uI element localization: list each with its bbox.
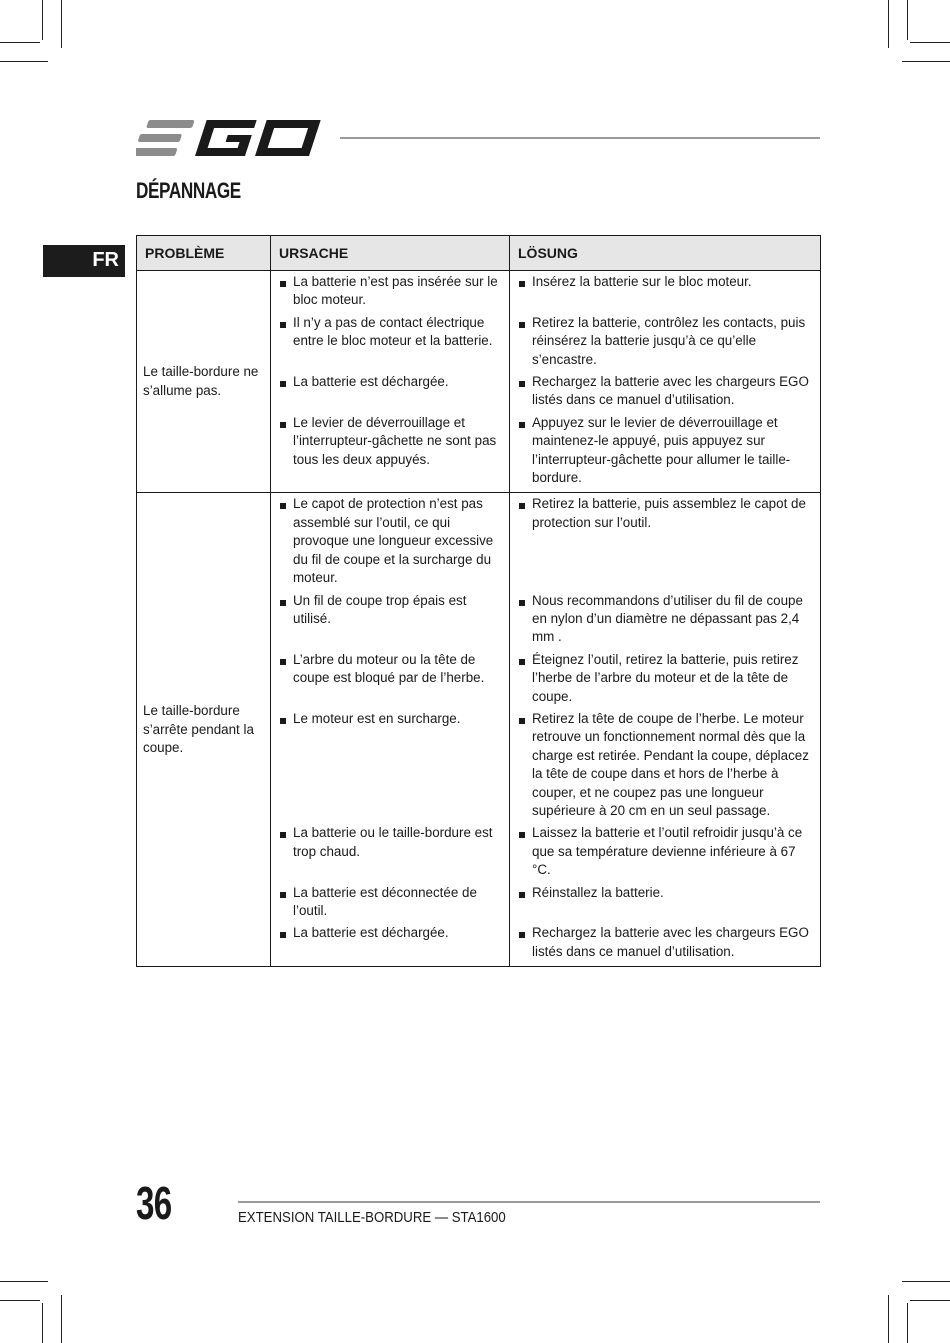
footer-rule: [238, 1201, 820, 1203]
language-tab: FR: [43, 245, 125, 277]
cause-item: Le moteur est en surcharge.: [279, 708, 503, 730]
crop-mark: [910, 1300, 950, 1301]
table-header-row: [137, 236, 821, 271]
column-header-problem: PROBLÈME: [137, 236, 271, 271]
solution-item: Rechargez la batterie avec les chargeurs EGO listés dans ce manuel d’utilisation.: [518, 371, 814, 412]
problem-cell: Le taille-bordure s’arrête pendant la coupe.: [137, 493, 271, 967]
crop-mark: [61, 1295, 62, 1343]
table-row: [137, 493, 821, 590]
column-header-cause: URSACHE: [271, 236, 510, 271]
crop-mark: [888, 0, 889, 48]
ego-logo-graphic: [136, 116, 322, 160]
crop-mark: [61, 0, 62, 48]
solution-item: Appuyez sur le levier de déverrouillage et maintenez-le appuyé, puis appuyez sur l’interrupteur-gâchette pour allumer le taille-bordure.: [518, 412, 814, 490]
solution-item: Rechargez la batterie avec les chargeurs EGO listés dans ce manuel d’utilisation.: [518, 922, 814, 963]
page-number: 36: [136, 1177, 172, 1229]
crop-mark: [888, 1295, 889, 1343]
crop-mark: [42, 0, 43, 40]
crop-mark: [902, 61, 950, 62]
solution-item: Éteignez l’outil, retirez la batterie, puis retirez l’herbe de l’arbre du moteur et de la tête de coupe.: [518, 649, 814, 708]
crop-mark: [902, 1281, 950, 1282]
crop-mark: [907, 1303, 908, 1343]
cause-item: La batterie est déchargée.: [279, 371, 503, 393]
cause-item: Le capot de protection n’est pas assemblé sur l’outil, ce qui provoque une longueur excessive du fil de coupe et la surcharge du moteur.: [279, 493, 503, 589]
solution-item: Retirez la batterie, contrôlez les contacts, puis réinsérez la batterie jusqu’à ce qu’elle s’encastre.: [518, 312, 814, 371]
cause-item: Il n’y a pas de contact électrique entre le bloc moteur et la batterie.: [279, 312, 503, 353]
cause-item: L’arbre du moteur ou la tête de coupe est bloqué par de l’herbe.: [279, 649, 503, 690]
cause-item: La batterie ou le taille-bordure est trop chaud.: [279, 822, 503, 863]
cause-item: Un fil de coupe trop épais est utilisé.: [279, 590, 503, 631]
solution-item: Insérez la batterie sur le bloc moteur.: [518, 271, 814, 293]
column-header-solution: LÖSUNG: [510, 236, 821, 271]
crop-mark: [907, 0, 908, 40]
footer-text: EXTENSION TAILLE-BORDURE — STA1600: [238, 1209, 506, 1226]
crop-mark: [0, 1281, 48, 1282]
solution-item: Retirez la tête de coupe de l’herbe. Le moteur retrouve un fonctionnement normal dès que la charge est retirée. Pendant la coupe, déplacez la tête de coupe dans et hors de l’herbe à couper, et ne coupez pas une longueur supérieure à 20 cm en un seul passage.: [518, 708, 814, 822]
problem-cell: Le taille-bordure ne s’allume pas.: [137, 271, 271, 493]
solution-item: Nous recommandons d’utiliser du fil de coupe en nylon d’un diamètre ne dépassant pas 2,4 mm .: [518, 590, 814, 649]
ego-logo: [136, 116, 322, 160]
troubleshooting-table: [136, 235, 821, 967]
cause-item: La batterie n’est pas insérée sur le bloc moteur.: [279, 271, 503, 312]
cause-item: La batterie est déconnectée de l’outil.: [279, 882, 503, 923]
crop-mark: [0, 1300, 40, 1301]
header-rule: [340, 137, 820, 139]
cause-item: La batterie est déchargée.: [279, 922, 503, 944]
crop-mark: [0, 42, 40, 43]
page-title: DÉPANNAGE: [136, 178, 241, 203]
crop-mark: [0, 61, 48, 62]
cause-item: Le levier de déverrouillage et l’interrupteur-gâchette ne sont pas tous les deux appuyés.: [279, 412, 503, 471]
table-row: [137, 271, 821, 312]
crop-mark: [910, 42, 950, 43]
solution-item: Laissez la batterie et l’outil refroidir jusqu’à ce que sa température devienne inférieure à 67 °C.: [518, 822, 814, 881]
solution-item: Retirez la batterie, puis assemblez le capot de protection sur l’outil.: [518, 493, 814, 534]
crop-mark: [42, 1303, 43, 1343]
solution-item: Réinstallez la batterie.: [518, 882, 814, 904]
